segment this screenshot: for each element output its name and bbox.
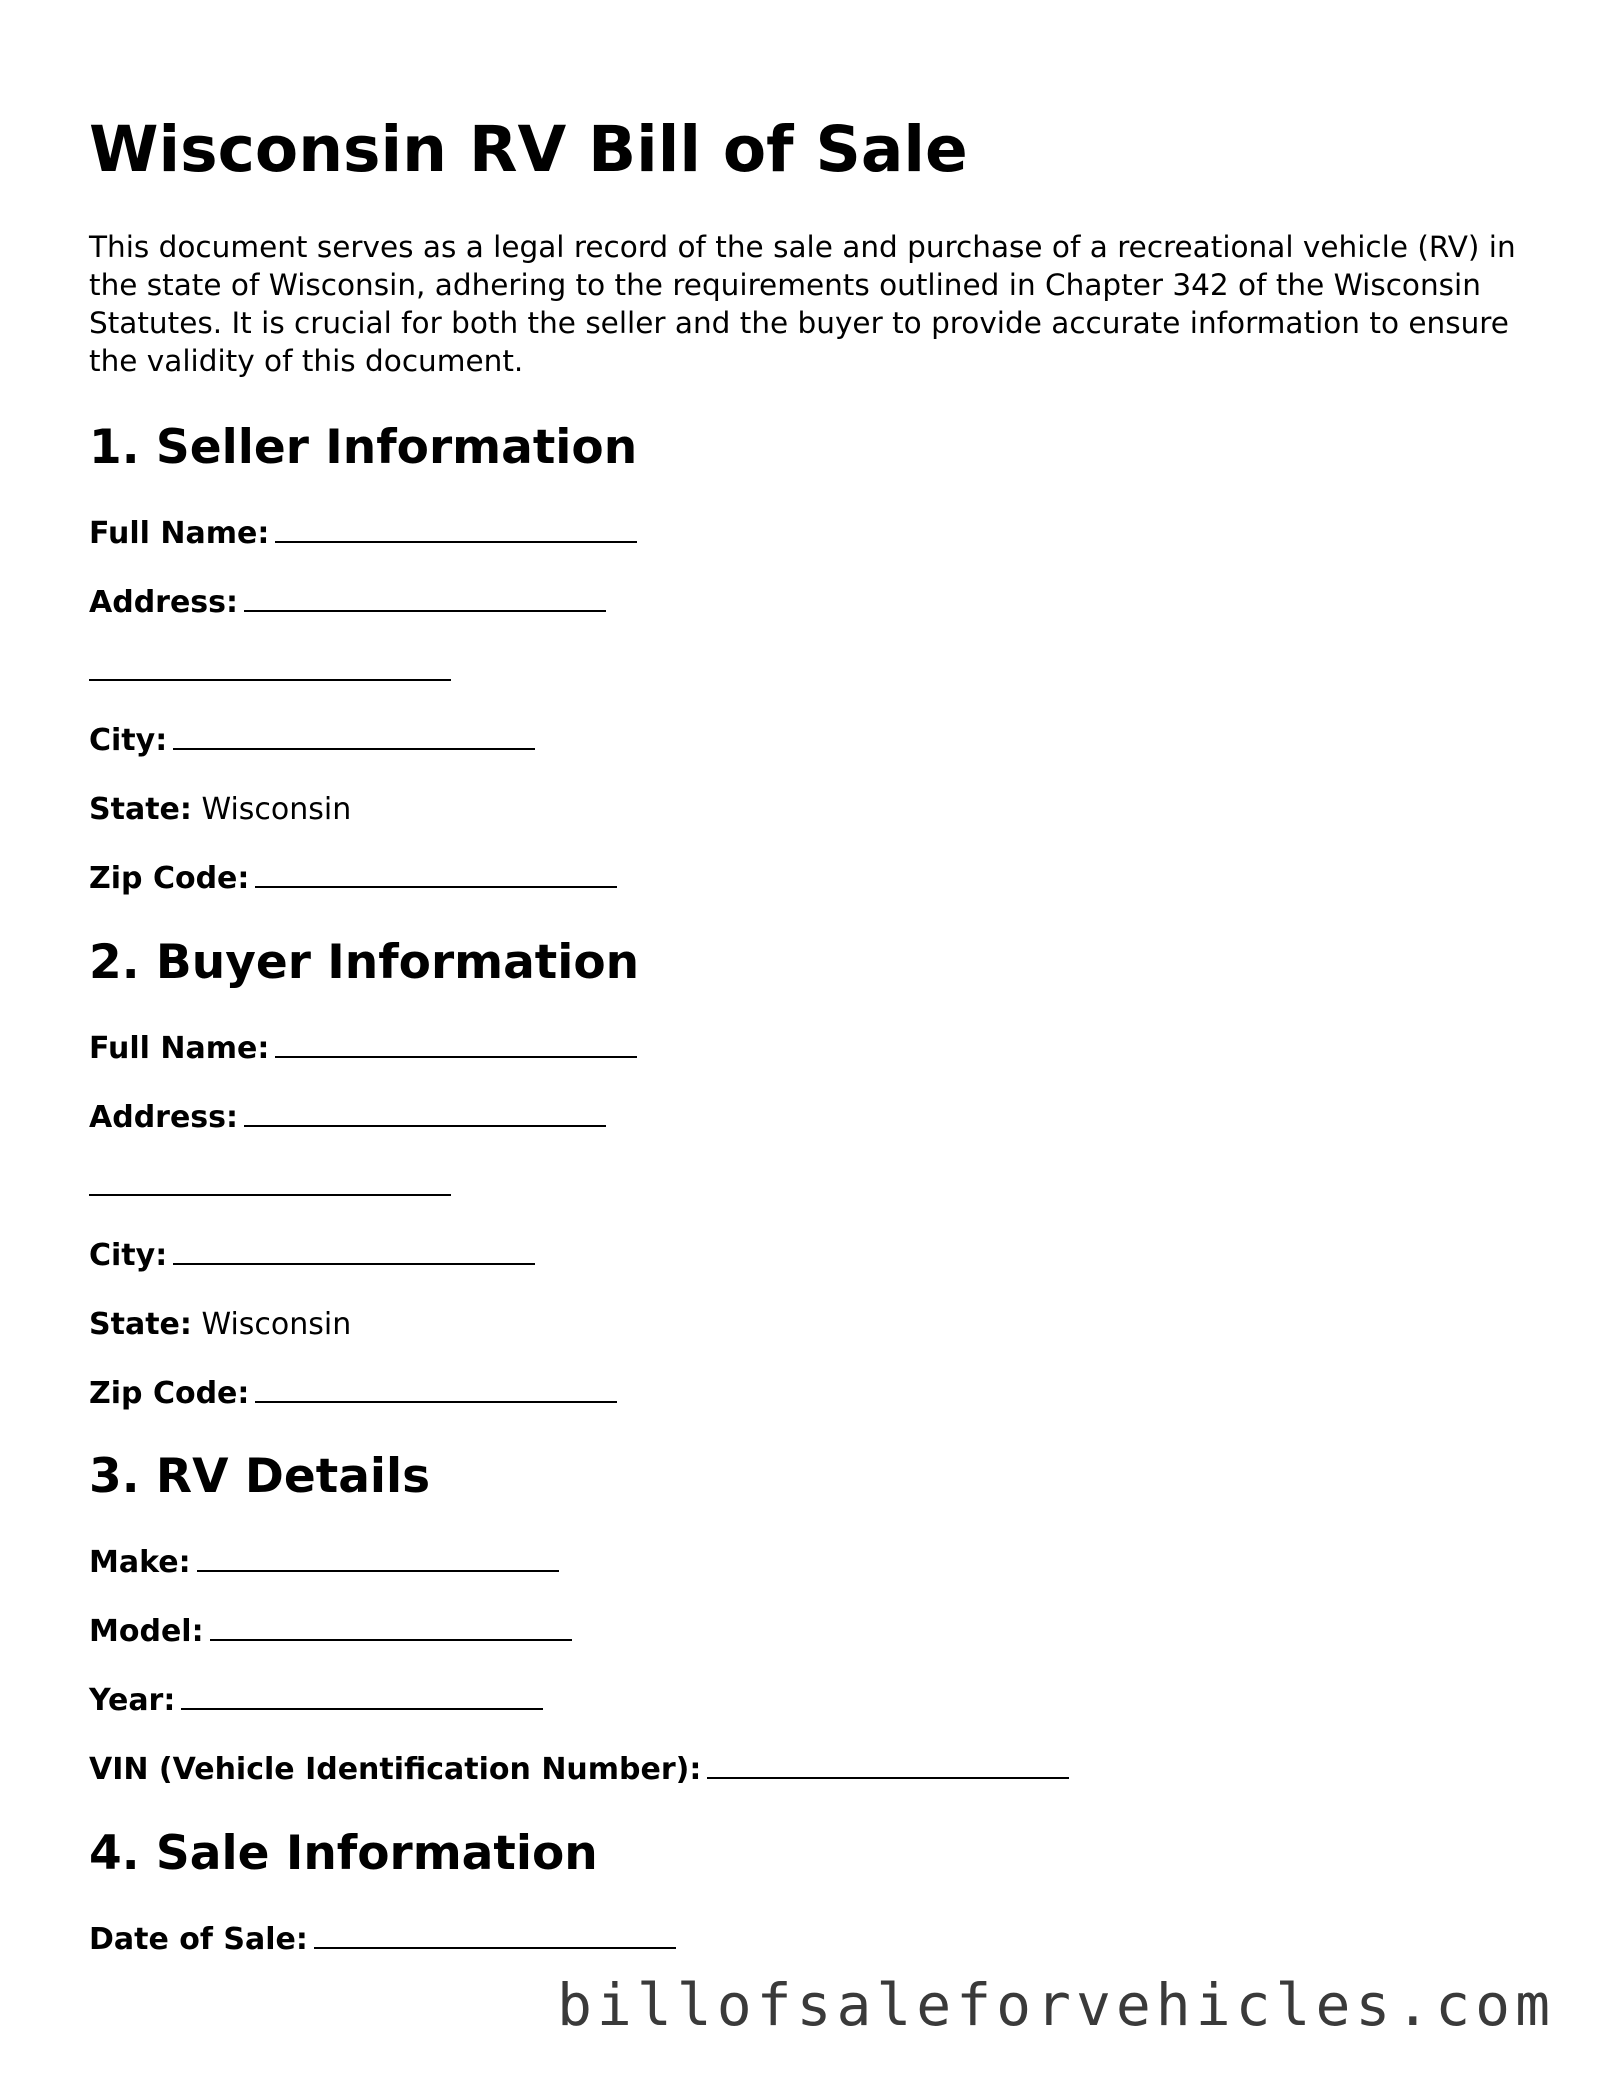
seller-address-blank[interactable] xyxy=(244,584,606,612)
seller-full-name-blank[interactable] xyxy=(275,515,637,543)
seller-zip-blank[interactable] xyxy=(255,860,617,888)
rv-year-blank[interactable] xyxy=(181,1682,543,1710)
seller-zip-label: Zip Code: xyxy=(89,861,250,896)
buyer-address-field xyxy=(89,1098,606,1138)
buyer-address-line2-blank[interactable] xyxy=(89,1168,451,1196)
buyer-full-name-label: Full Name: xyxy=(89,1031,270,1066)
rv-year-field xyxy=(89,1681,543,1721)
seller-state-field xyxy=(89,790,351,830)
seller-full-name-field xyxy=(89,514,637,554)
buyer-full-name-field xyxy=(89,1029,637,1069)
rv-make-field xyxy=(89,1543,559,1583)
sale-date-label: Date of Sale: xyxy=(89,1922,308,1957)
buyer-state-value: Wisconsin xyxy=(201,1307,352,1342)
rv-make-label: Make: xyxy=(89,1545,191,1580)
rv-model-label: Model: xyxy=(89,1614,204,1649)
seller-state-value: Wisconsin xyxy=(201,792,352,827)
rv-make-blank[interactable] xyxy=(197,1544,559,1572)
document-title: Wisconsin RV Bill of Sale xyxy=(89,113,968,186)
buyer-city-label: City: xyxy=(89,1238,168,1273)
seller-zip-field xyxy=(89,859,617,899)
seller-city-blank[interactable] xyxy=(173,722,535,750)
seller-city-field xyxy=(89,721,535,761)
seller-address-label: Address: xyxy=(89,585,239,620)
buyer-state-label: State: xyxy=(89,1307,192,1342)
seller-full-name-label: Full Name: xyxy=(89,516,270,551)
buyer-zip-blank[interactable] xyxy=(255,1375,617,1403)
rv-vin-label: VIN (Vehicle Identification Number): xyxy=(89,1752,702,1787)
rv-model-blank[interactable] xyxy=(210,1613,572,1641)
seller-city-label: City: xyxy=(89,723,168,758)
intro-paragraph: This document serves as a legal record of the sale and purchase of a recreational vehicle (RV) in the state of Wisconsin, adhering to the requirements outlined in Chapter 342 of the Wisconsin Statutes. It is crucial for both the seller and the buyer to provide accurate information to ensure the validity of this document. xyxy=(89,230,1516,378)
buyer-address-label: Address: xyxy=(89,1100,239,1135)
buyer-full-name-blank[interactable] xyxy=(275,1030,637,1058)
sale-date-field xyxy=(89,1920,676,1960)
rv-model-field xyxy=(89,1612,572,1652)
rv-vin-blank[interactable] xyxy=(707,1751,1069,1779)
seller-state-label: State: xyxy=(89,792,192,827)
buyer-zip-field xyxy=(89,1374,617,1414)
buyer-city-blank[interactable] xyxy=(173,1237,535,1265)
seller-address-line2-field xyxy=(89,652,451,692)
buyer-section-heading: 2. Buyer Information xyxy=(89,935,640,990)
rv-section-heading: 3. RV Details xyxy=(89,1449,431,1504)
buyer-address-blank[interactable] xyxy=(244,1099,606,1127)
seller-section-heading: 1. Seller Information xyxy=(89,420,638,475)
rv-vin-field xyxy=(89,1750,1069,1790)
buyer-zip-label: Zip Code: xyxy=(89,1376,250,1411)
seller-address-line2-blank[interactable] xyxy=(89,653,451,681)
sale-date-blank[interactable] xyxy=(314,1921,676,1949)
watermark-text: billofsaleforvehicles.com xyxy=(557,1971,1555,2039)
seller-address-field xyxy=(89,583,606,623)
sale-section-heading: 4. Sale Information xyxy=(89,1826,598,1881)
buyer-address-line2-field xyxy=(89,1167,451,1207)
rv-year-label: Year: xyxy=(89,1683,176,1718)
buyer-city-field xyxy=(89,1236,535,1276)
buyer-state-field xyxy=(89,1305,351,1345)
